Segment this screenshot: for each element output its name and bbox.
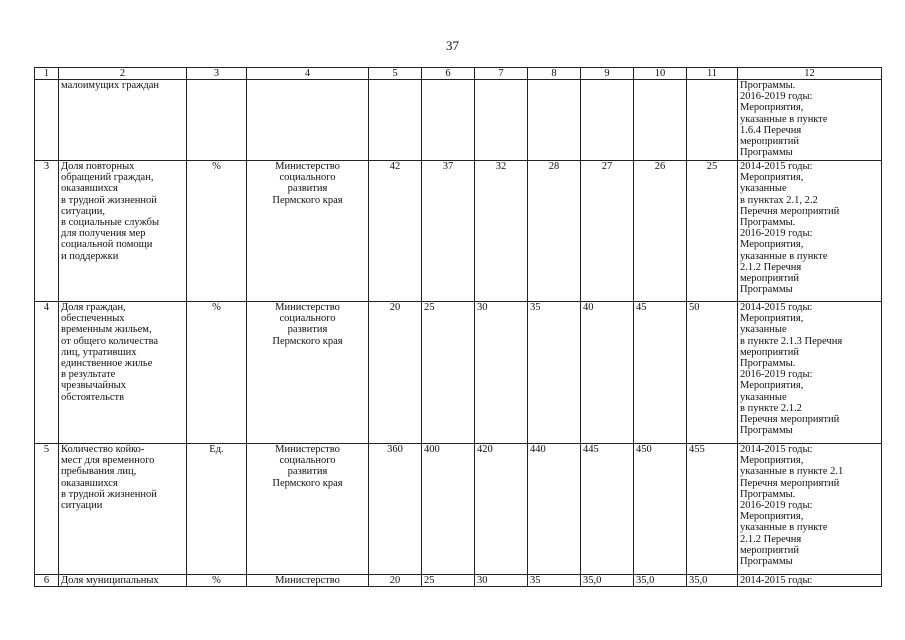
value-col7 bbox=[475, 80, 528, 161]
value-col11: 25 bbox=[687, 161, 738, 302]
value-col7: 30 bbox=[475, 575, 528, 587]
table-row bbox=[35, 161, 882, 302]
activities-note: 2014-2015 годы: Мероприятия, указанные в пунктах 2.1, 2.2 Перечня мероприятий Программы. 2016-2019 годы: Мероприятия, указанные в пункте 2.1.2 Перечня мероприятий Программы bbox=[738, 161, 882, 302]
header-cell: 7 bbox=[475, 68, 528, 80]
value-col8: 440 bbox=[528, 444, 581, 575]
value-col9: 27 bbox=[581, 161, 634, 302]
header-cell: 8 bbox=[528, 68, 581, 80]
activities-note: 2014-2015 годы: bbox=[738, 575, 882, 587]
value-col8: 35 bbox=[528, 575, 581, 587]
value-col8: 28 bbox=[528, 161, 581, 302]
table-row bbox=[35, 80, 882, 161]
value-col7: 30 bbox=[475, 302, 528, 444]
header-cell: 2 bbox=[59, 68, 187, 80]
unit: Ед. bbox=[187, 444, 247, 575]
value-col6 bbox=[422, 80, 475, 161]
value-col5: 360 bbox=[369, 444, 422, 575]
header-cell: 10 bbox=[634, 68, 687, 80]
row-number: 3 bbox=[35, 161, 59, 302]
indicator-name: малоимущих граждан bbox=[59, 80, 187, 161]
value-col9: 35,0 bbox=[581, 575, 634, 587]
value-col10: 35,0 bbox=[634, 575, 687, 587]
header-cell: 12 bbox=[738, 68, 882, 80]
responsible-org: Министерство социального развития Пермского края bbox=[247, 444, 369, 575]
row-number: 5 bbox=[35, 444, 59, 575]
value-col8: 35 bbox=[528, 302, 581, 444]
header-cell: 3 bbox=[187, 68, 247, 80]
value-col10: 26 bbox=[634, 161, 687, 302]
value-col5 bbox=[369, 80, 422, 161]
indicator-name: Доля повторных обращений граждан, оказавшихся в трудной жизненной ситуации, в социальные службы для получения мер социальной помощи и поддержки bbox=[59, 161, 187, 302]
activities-note: 2014-2015 годы: Мероприятия, указанные в пункте 2.1 Перечня мероприятий Программы. 2016-2019 годы: Мероприятия, указанные в пункте 2.1.2 Перечня мероприятий Программы bbox=[738, 444, 882, 575]
indicator-name: Доля граждан, обеспеченных временным жильем, от общего количества лиц, утративших единственное жилье в результате чрезвычайных обстоятельств bbox=[59, 302, 187, 444]
value-col6: 25 bbox=[422, 302, 475, 444]
unit bbox=[187, 80, 247, 161]
page-number: 37 bbox=[446, 38, 459, 53]
value-col9: 40 bbox=[581, 302, 634, 444]
indicators-table bbox=[34, 67, 882, 587]
value-col10: 45 bbox=[634, 302, 687, 444]
value-col7: 420 bbox=[475, 444, 528, 575]
value-col6: 25 bbox=[422, 575, 475, 587]
value-col6: 400 bbox=[422, 444, 475, 575]
value-col9: 445 bbox=[581, 444, 634, 575]
header-cell: 4 bbox=[247, 68, 369, 80]
row-number bbox=[35, 80, 59, 161]
value-col9 bbox=[581, 80, 634, 161]
unit: % bbox=[187, 302, 247, 444]
table-row bbox=[35, 302, 882, 444]
header-cell: 9 bbox=[581, 68, 634, 80]
value-col7: 32 bbox=[475, 161, 528, 302]
value-col11: 455 bbox=[687, 444, 738, 575]
value-col5: 42 bbox=[369, 161, 422, 302]
table-row bbox=[35, 444, 882, 575]
unit: % bbox=[187, 161, 247, 302]
header-cell: 6 bbox=[422, 68, 475, 80]
indicator-name: Доля муниципальных bbox=[59, 575, 187, 587]
responsible-org: Министерство социального развития Пермского края bbox=[247, 161, 369, 302]
value-col6: 37 bbox=[422, 161, 475, 302]
header-cell: 1 bbox=[35, 68, 59, 80]
value-col5: 20 bbox=[369, 302, 422, 444]
value-col10: 450 bbox=[634, 444, 687, 575]
activities-note: Программы. 2016-2019 годы: Мероприятия, указанные в пункте 1.6.4 Перечня мероприятий Программы bbox=[738, 80, 882, 161]
value-col10 bbox=[634, 80, 687, 161]
header-row bbox=[35, 68, 882, 80]
value-col5: 20 bbox=[369, 575, 422, 587]
value-col8 bbox=[528, 80, 581, 161]
unit: % bbox=[187, 575, 247, 587]
responsible-org: Министерство социального развития Пермского края bbox=[247, 302, 369, 444]
responsible-org bbox=[247, 80, 369, 161]
value-col11 bbox=[687, 80, 738, 161]
value-col11: 50 bbox=[687, 302, 738, 444]
header-cell: 5 bbox=[369, 68, 422, 80]
activities-note: 2014-2015 годы: Мероприятия, указанные в пункте 2.1.3 Перечня мероприятий Программы. 2016-2019 годы: Мероприятия, указанные в пункте 2.1.2 Перечня мероприятий Программы bbox=[738, 302, 882, 444]
indicator-name: Количество койко- мест для временного пребывания лиц, оказавшихся в трудной жизненной ситуации bbox=[59, 444, 187, 575]
row-number: 6 bbox=[35, 575, 59, 587]
responsible-org: Министерство bbox=[247, 575, 369, 587]
header-cell: 11 bbox=[687, 68, 738, 80]
value-col11: 35,0 bbox=[687, 575, 738, 587]
row-number: 4 bbox=[35, 302, 59, 444]
table-row bbox=[35, 575, 882, 587]
